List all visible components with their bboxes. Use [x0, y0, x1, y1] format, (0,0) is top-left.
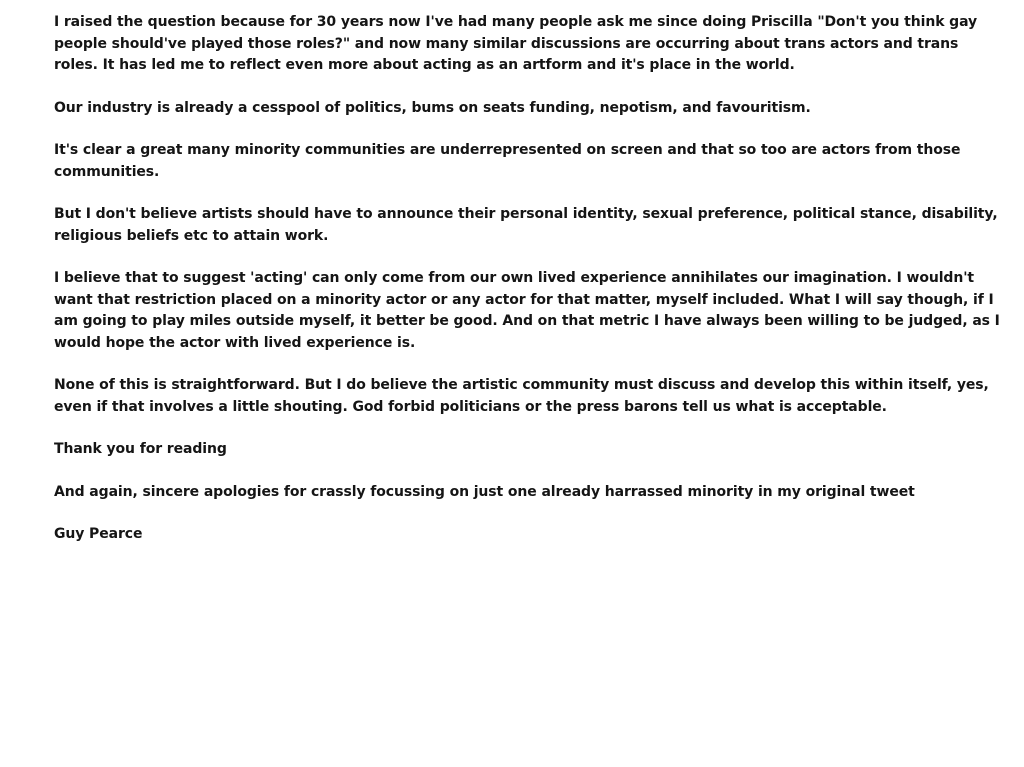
paragraph-apology: And again, sincere apologies for crassly focussing on just one already harrassed minority in my original tweet — [54, 483, 915, 500]
paragraph-underrepresented: It's clear a great many minority communities are underrepresented on screen and that so too are actors from those communities. — [54, 142, 961, 180]
paragraph-priscilla-question: I raised the question because for 30 years now I've had many people ask me since doing Priscilla "Don't you think gay people should've played those roles?" and now many similar discussions are occurring about trans actors and trans roles. It has led me to reflect even more about acting as an artform and it's place in the world. — [54, 14, 978, 73]
statement-body — [54, 12, 1004, 546]
signature-name: Guy Pearce — [54, 526, 143, 542]
paragraph-lived-experience: I believe that to suggest 'acting' can only come from our own lived experience annihilates our imagination. I wouldn't want that restriction placed on a minority actor or any actor for that matter, myself included. What I will say though, if I am going to play miles outside myself, it better be good. And on that metric I have always been willing to be judged, as I would hope the actor with lived experience is. — [54, 270, 1000, 351]
paragraph-artistic-community: None of this is straightforward. But I do believe the artistic community must discuss and develop this within itself, yes, even if that involves a little shouting. God forbid politicians or the press barons tell us what is acceptable. — [54, 377, 989, 415]
paragraph-identity: But I don't believe artists should have to announce their personal identity, sexual preference, political stance, disability, religious beliefs etc to attain work. — [54, 206, 998, 244]
paragraph-thanks: Thank you for reading — [54, 441, 227, 457]
paragraph-industry: Our industry is already a cesspool of politics, bums on seats funding, nepotism, and favouritism. — [54, 99, 811, 116]
